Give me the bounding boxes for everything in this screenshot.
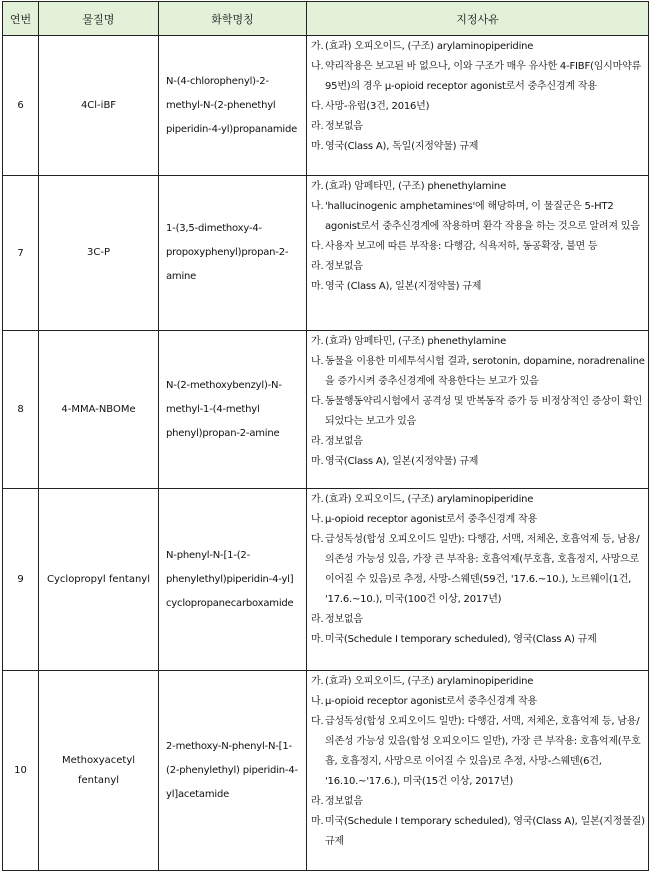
reason-item [311, 332, 645, 352]
reason-text: 미국(Schedule I temporary scheduled), 영국(Class A) 규제 [325, 634, 597, 645]
reason-text: 사망-유럽(3건, 2016년) [325, 101, 430, 112]
table-row [3, 36, 649, 176]
reason-marker: 나. [311, 696, 324, 707]
reason-marker: 라. [311, 261, 324, 272]
chemical-name: N-(2-methoxybenzyl)-N-methyl-1-(4-methyl phenyl)propan-2-amine [159, 331, 307, 489]
header-substance-name: 물질명 [39, 2, 159, 36]
designation-reason [307, 331, 649, 489]
reason-text: (효과) 암페타민, (구조) phenethylamine [325, 336, 507, 347]
reason-item [311, 117, 645, 137]
reason-marker: 마. [311, 816, 324, 827]
reason-item [311, 672, 645, 692]
reason-marker: 마. [311, 141, 324, 152]
chemical-name: 1-(3,5-dimethoxy-4-propoxyphenyl)propan-2-amine [159, 176, 307, 331]
reason-marker: 마. [311, 634, 324, 645]
reason-item [311, 277, 645, 297]
reason-item [311, 610, 645, 630]
table-row [3, 176, 649, 331]
reason-item [311, 630, 645, 650]
reason-item [311, 712, 645, 792]
reason-marker: 다. [311, 396, 324, 407]
reason-marker: 나. [311, 514, 324, 525]
reason-item [311, 530, 645, 610]
reason-item [311, 137, 645, 157]
substance-name: 4-MMA-NBOMe [39, 331, 159, 489]
reason-text: 미국(Schedule I temporary scheduled), 영국(Class A), 일본(지정물질) 규제 [325, 816, 645, 847]
designation-reason [307, 671, 649, 871]
reason-item [311, 352, 645, 392]
designation-reason [307, 176, 649, 331]
reason-text: (효과) 오피오이드, (구조) arylaminopiperidine [325, 676, 534, 687]
reason-text: 정보없음 [325, 121, 363, 132]
reason-text: 정보없음 [325, 436, 363, 447]
reason-text: 급성독성(합성 오피오이드 일반): 다행감, 서맥, 저체온, 호흡억제 등, 남용/의존성 가능성 있음, 가장 큰 부작용: 호흡억제(무호흡, 호흡정지, 사망으로 이어질 수 있음)로 추정, 사망-스웨덴(59건, '17.6.~10.), 노르웨이(1건, '17.6.~10.), 미국(100건 이상, 2017년) [325, 534, 640, 605]
table-row [3, 671, 649, 871]
serial-number: 6 [3, 36, 39, 176]
reason-item [311, 57, 645, 97]
reason-text: μ-opioid receptor agonist로서 중추신경계 작용 [325, 696, 537, 707]
reason-item [311, 792, 645, 812]
reason-text: 영국 (Class A), 일본(지정약물) 규제 [325, 281, 482, 292]
header-designation-reason: 지정사유 [307, 2, 649, 36]
reason-text: 급성독성(합성 오피오이드 일반): 다행감, 서맥, 저체온, 호흡억제 등, 남용/의존성 가능성 있음(합성 오피오이드 일반), 가장 큰 부작용: 호흡억제(무호흡, 호흡정지, 사망으로 이어질 수 있음)로 추정, 사망-스웨덴(6건, '16.10.~'17.6.), 미국(15건 이상, 2017년) [325, 716, 641, 787]
reason-marker: 마. [311, 456, 324, 467]
reason-text: (효과) 오피오이드, (구조) arylaminopiperidine [325, 494, 534, 505]
reason-text: 영국(Class A), 일본(지정약물) 규제 [325, 456, 479, 467]
substance-name: 4Cl-iBF [39, 36, 159, 176]
reason-marker: 나. [311, 356, 324, 367]
reason-text: 정보없음 [325, 796, 363, 807]
reason-marker: 라. [311, 614, 324, 625]
reason-item [311, 812, 645, 852]
reason-text: 'hallucinogenic amphetamines'에 해당하며, 이 물질군은 5-HT2 agonist로서 중추신경계에 작용하며 환각 작용을 하는 것으로 알려져 있음 [325, 201, 640, 232]
reason-marker: 가. [311, 494, 324, 505]
designation-table [2, 1, 649, 871]
table-row [3, 489, 649, 671]
reason-marker: 가. [311, 181, 324, 192]
reason-marker: 다. [311, 716, 324, 727]
reason-item [311, 197, 645, 237]
serial-number: 9 [3, 489, 39, 671]
reason-item [311, 692, 645, 712]
reason-marker: 가. [311, 676, 324, 687]
table-row [3, 331, 649, 489]
reason-marker: 라. [311, 436, 324, 447]
reason-item [311, 392, 645, 432]
table-body [3, 36, 649, 871]
reason-marker: 나. [311, 61, 324, 72]
reason-text: 정보없음 [325, 614, 363, 625]
reason-item [311, 97, 645, 117]
reason-text: 동물을 이용한 미세투석시험 결과, serotonin, dopamine, noradrenaline을 증가시켜 중추신경계에 작용한다는 보고가 있음 [325, 356, 645, 387]
reason-marker: 가. [311, 41, 324, 52]
reason-text: (효과) 암페타민, (구조) phenethylamine [325, 181, 507, 192]
reason-text: 정보없음 [325, 261, 363, 272]
reason-item [311, 257, 645, 277]
reason-text: 사용자 보고에 따른 부작용: 다행감, 식욕저하, 동공확장, 불면 등 [325, 241, 598, 252]
serial-number: 7 [3, 176, 39, 331]
reason-marker: 라. [311, 796, 324, 807]
substance-name: Cyclopropyl fentanyl [39, 489, 159, 671]
reason-marker: 가. [311, 336, 324, 347]
substance-name: Methoxyacetyl fentanyl [39, 671, 159, 871]
reason-item [311, 177, 645, 197]
reason-text: (효과) 오피오이드, (구조) arylaminopiperidine [325, 41, 534, 52]
reason-marker: 라. [311, 121, 324, 132]
reason-text: 약리작용은 보고된 바 없으나, 이와 구조가 매우 유사한 4-FIBF(임시마약류 95번)의 경우 μ-opioid receptor agonist로서 중추신경계 작용 [325, 61, 642, 92]
chemical-name: N-(4-chlorophenyl)-2-methyl-N-(2-phenethyl piperidin-4-yl)propanamide [159, 36, 307, 176]
header-chemical-name: 화학명칭 [159, 2, 307, 36]
designation-reason [307, 36, 649, 176]
reason-text: μ-opioid receptor agonist로서 중추신경계 작용 [325, 514, 537, 525]
reason-marker: 나. [311, 201, 324, 212]
reason-item [311, 490, 645, 510]
reason-item [311, 37, 645, 57]
substance-name: 3C-P [39, 176, 159, 331]
reason-marker: 다. [311, 534, 324, 545]
reason-marker: 마. [311, 281, 324, 292]
serial-number: 10 [3, 671, 39, 871]
chemical-name: N-phenyl-N-[1-(2-phenylethyl)piperidin-4-yl] cyclopropanecarboxamide [159, 489, 307, 671]
reason-marker: 다. [311, 101, 324, 112]
reason-text: 영국(Class A), 독일(지정약물) 규제 [325, 141, 479, 152]
header-serial-number: 연번 [3, 2, 39, 36]
designation-reason [307, 489, 649, 671]
table-header-row [3, 2, 649, 36]
serial-number: 8 [3, 331, 39, 489]
reason-item [311, 510, 645, 530]
reason-marker: 다. [311, 241, 324, 252]
reason-item [311, 432, 645, 452]
chemical-name: 2-methoxy-N-phenyl-N-[1-(2-phenylethyl) piperidin-4-yl]acetamide [159, 671, 307, 871]
reason-item [311, 452, 645, 472]
reason-item [311, 237, 645, 257]
reason-text: 동물행동약리시험에서 공격성 및 반복동작 증가 등 비정상적인 증상이 확인되었다는 보고가 있음 [325, 396, 643, 427]
